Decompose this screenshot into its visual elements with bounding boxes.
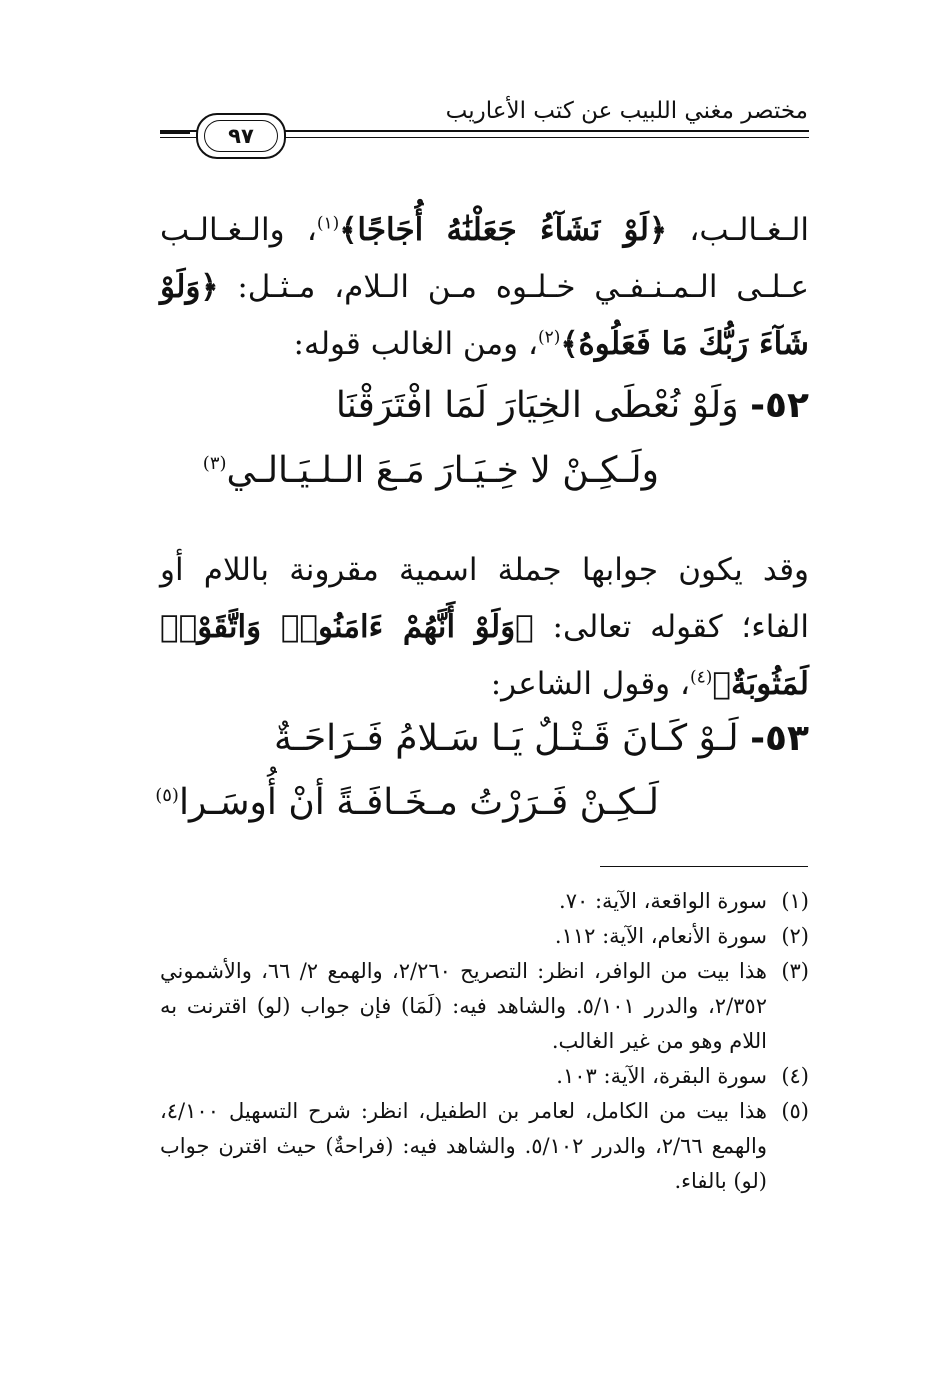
footnote-5 [160, 1094, 809, 1199]
footnote-text: سورة الواقعة، الآية: ٧٠. [559, 889, 767, 913]
verse-53-number: ٥٣- [750, 718, 809, 759]
footnote-1 [160, 884, 809, 919]
footnote-text: سورة البقرة، الآية: ١٠٣. [556, 1064, 767, 1088]
page-number: ٩٧ [228, 124, 254, 148]
para1-text-1: الـغـالـب، [667, 212, 810, 248]
verse-53-line-2 [109, 782, 809, 823]
footnote-separator [600, 866, 808, 867]
page-number-badge [196, 113, 286, 159]
para2-text-1: وقد يكون جوابها جملة اسمية مقرونة باللام أو الفاء؛ كقوله تعالى: [160, 552, 809, 645]
footnote-3 [160, 954, 809, 1059]
verse-53-hemistich-2: لَـكِـنْ فَـرَرْتُ مـخَـافَـةً أنْ أُوسَـرا [178, 782, 659, 823]
verse-53-hemistich-1: لَـوْ كَـانَ قَـتْـلٌ يَـا سَـلامُ فَـرَاحَـةٌ [274, 718, 739, 759]
footnote-ref-4: (٤) [689, 667, 713, 688]
footnote-mark: (١) [781, 889, 809, 913]
footnote-ref-5: (٥) [155, 785, 179, 806]
running-title: مختصر مغني اللبيب عن كتب الأعاريب [445, 98, 808, 124]
para2-text-2: ، وقول الشاعر: [490, 666, 690, 702]
footnote-text: هذا بيت من الوافر، انظر: التصريح ٢/٢٦٠، والهمع ٢/ ٦٦، والأشموني ٢/٣٥٢، والدرر ٥/١٠١. والشاهد فيه: (لَمَا) فإن جواب (لو) اقترنت به اللام وهو من غير الغالب. [160, 959, 767, 1053]
verse-52-hemistich-1: وَلَوْ نُعْطَى الخِيَارَ لَمَا افْتَرَقْنَا [335, 385, 739, 426]
footnote-ref-3: (٣) [202, 453, 227, 474]
verse-52-hemistich-2: ولَـكِـنْ لا خِـيَـارَ مَـعَ الـلـيَـالـي [226, 450, 659, 491]
quran-quote-1: ﴿لَوْ نَشَآءُ جَعَلْنَٰهُ أُجَاجًا﴾ [339, 212, 668, 248]
paragraph-1 [160, 202, 809, 373]
footnote-2 [160, 919, 809, 954]
verse-52-line-1 [149, 385, 809, 426]
footnote-ref-1: (١) [316, 213, 340, 234]
footnote-4 [160, 1059, 809, 1094]
verse-53-line-1 [149, 718, 809, 759]
footnotes [160, 884, 809, 1199]
paragraph-2 [160, 542, 809, 713]
badge-left-dash [160, 132, 190, 134]
quran-quote-2: ﴿وَلَوْ شَآءَ رَبُّكَ مَا فَعَلُوهُ﴾ [160, 269, 809, 362]
para1-text-2: ، والـغـالـب عـلـى الـمـنـفـي خـلـوه مـن الـلام، مـثـل: [160, 212, 809, 305]
para1-text-3: ، ومن الغالب قوله: [293, 326, 538, 362]
footnote-ref-2: (٢) [537, 327, 561, 348]
footnote-text: هذا بيت من الكامل، لعامر بن الطفيل، انظر: شرح التسهيل ٤/١٠٠، والهمع ٢/٦٦، والدرر ٥/١٠٢. والشاهد فيه: (فراحةٌ) حيث اقترن جواب (لو) بالفاء. [160, 1099, 768, 1193]
footnote-mark: (٥) [781, 1099, 809, 1123]
verse-52-number: ٥٢- [750, 385, 809, 426]
footnote-mark: (٤) [781, 1064, 809, 1088]
quran-quote-3: ﴿وَلَوْ أَنَّهُمْ ءَامَنُوا۟ وَاتَّقَوْا۟ لَمَثُوبَةٌ﴾ [160, 609, 809, 702]
footnote-mark: (٢) [781, 924, 809, 948]
footnote-mark: (٣) [781, 959, 809, 983]
verse-52-line-2 [109, 450, 809, 491]
footnote-text: سورة الأنعام، الآية: ١١٢. [554, 924, 767, 948]
